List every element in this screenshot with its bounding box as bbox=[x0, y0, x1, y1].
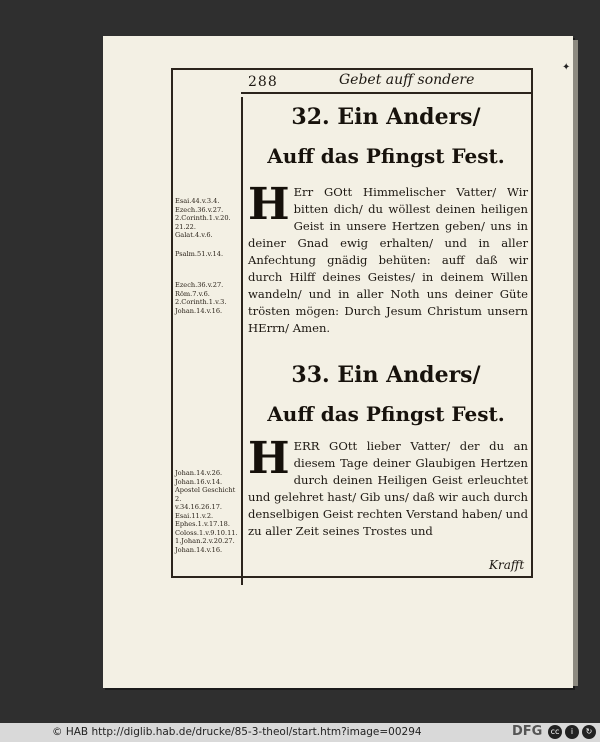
margin-notes-32c: Ezech.36.v.27. Röm.7.v.6. 2.Corinth.1.v.3. Johan.14.v.16. bbox=[175, 281, 227, 315]
prayer-32-initial: H bbox=[248, 179, 290, 230]
source-link[interactable]: © HAB http://diglib.hab.de/drucke/85-3-theol/start.htm?image=00294 bbox=[52, 726, 422, 738]
prayer-32-body: Err GOtt Himmelischer Vatter/ Wir bitten dich/ du wöllest deinen heiligen Geist in unsere Hertzen geben/ uns in deiner Gnad ewig erhalten/ und in aller Anfechtung gnädig behüten: auff daß wir durch Hilff deines Geistes/ in deinem Willen wandeln/ und in aller Noth uns deiner Güte trösten mögen: Durch Jesum Christum unsern HErrn/ Amen. bbox=[248, 185, 528, 335]
page-edge bbox=[573, 40, 578, 686]
page-number: 288 bbox=[248, 74, 278, 90]
prayer-33-body: ERR GOtt lieber Vatter/ der du an diesem Tage deiner Glaubigen Hertzen durch deinen Heiligen Geist erleuchtet und gelehret hast/ Gib uns/ daß wir auch durch denselbigen Geist rechten Verstand haben/ und zu aller Zeit seines Trostes und bbox=[248, 439, 528, 538]
share-alike-icon: ↻ bbox=[582, 725, 596, 739]
prayer-33-title: 33. Ein Anders/ bbox=[291, 362, 481, 388]
running-head: Gebet auff sondere bbox=[339, 72, 475, 88]
attribution-icon: i bbox=[565, 725, 579, 739]
page-content bbox=[103, 36, 573, 688]
margin-notes-32b: Psalm.51.v.14. bbox=[175, 250, 224, 258]
prayer-32-text bbox=[248, 179, 528, 337]
footer-bar bbox=[0, 723, 600, 742]
prayer-32-subtitle: Auff das Pfingst Fest. bbox=[267, 144, 505, 168]
cc-icon: cc bbox=[548, 725, 562, 739]
prayer-33-initial: H bbox=[248, 433, 290, 484]
catchword: Krafft bbox=[489, 558, 525, 572]
prayer-32-title: 32. Ein Anders/ bbox=[291, 104, 481, 130]
margin-notes-32a: Esai.44.v.3.4. Ezech.36.v.27. 2.Corinth.1.v.20. 21.22. Galat.4.v.6. bbox=[175, 197, 231, 239]
prayer-33-text bbox=[248, 433, 528, 540]
margin-notes-33: Johan.14.v.26. Johan.16.v.14. Apostel Geschicht 2. v.34.16.26.17. Esai.11.v.2. Ephes.1.v.17.18. Coloss.1.v.9.10.11. 1.Johan.2.v.20.27. Johan.14.v.16. bbox=[175, 469, 238, 554]
page-marker-icon: ✦ bbox=[562, 62, 571, 73]
header-rule bbox=[241, 92, 531, 94]
prayer-33-subtitle: Auff das Pfingst Fest. bbox=[267, 402, 505, 426]
dfg-logo: DFG bbox=[512, 724, 543, 739]
